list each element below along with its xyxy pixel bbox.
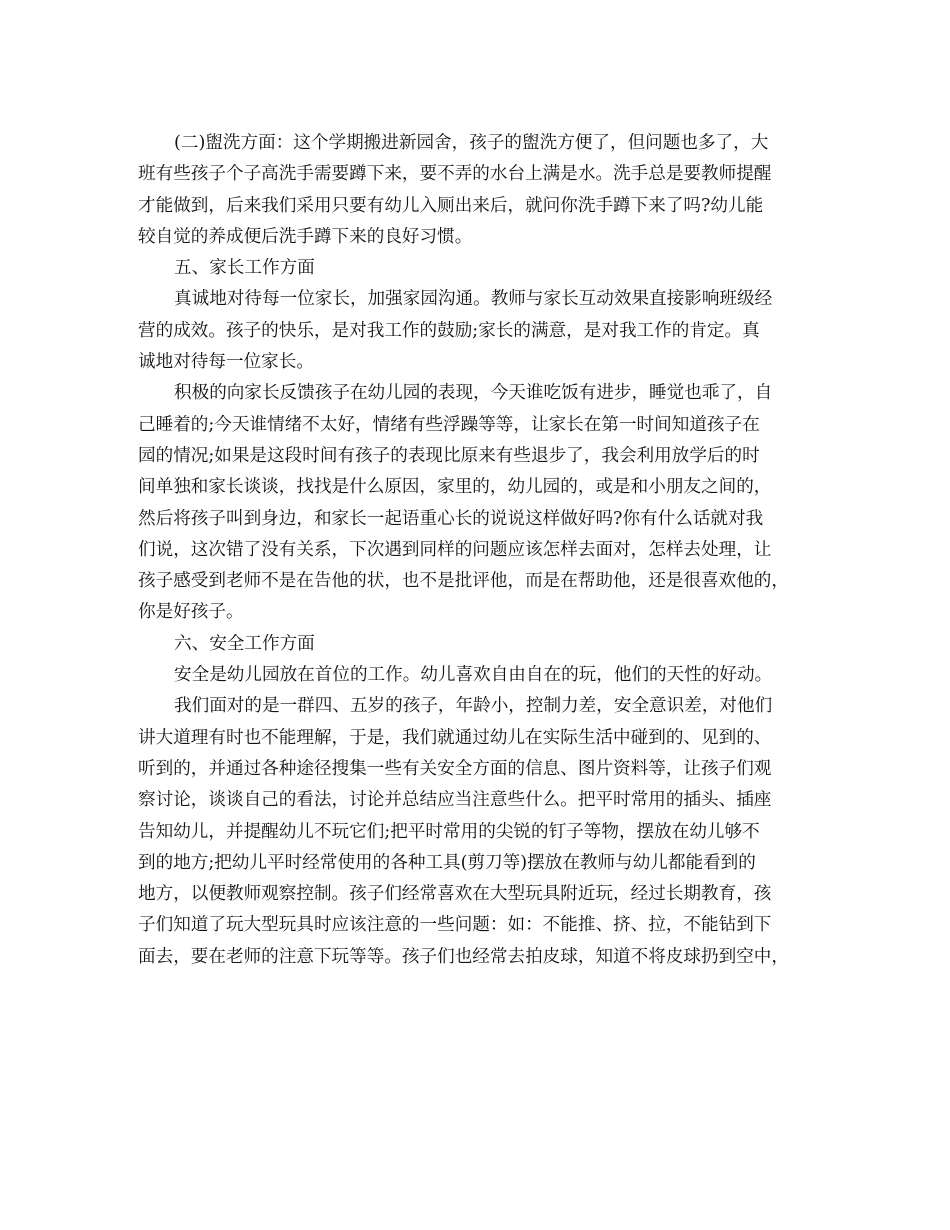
text-line: 面去，要在老师的注意下玩等等。孩子们也经常去拍皮球，知道不将皮球扔到空中， xyxy=(138,946,789,967)
text-line: 子们知道了玩大型玩具时应该注意的一些问题：如：不能推、挤、拉，不能钻到下 xyxy=(138,915,772,936)
text-line: 我们面对的是一群四、五岁的孩子，年龄小，控制力差，安全意识差，对他们 xyxy=(174,696,773,717)
text-line: 们说，这次错了没有关系，下次遇到同样的问题应该怎样去面对，怎样去处理，让 xyxy=(138,539,772,560)
text-line: 班有些孩子个子高洗手需要蹲下来，要不弄的水台上满是水。洗手总是要教师提醒 xyxy=(138,164,772,185)
text-line: 讲大道理有时也不能理解，于是，我们就通过幼儿在实际生活中碰到的、见到的、 xyxy=(138,727,772,748)
text-line: 积极的向家长反馈孩子在幼儿园的表现，今天谁吃饭有进步，睡觉也乖了，自 xyxy=(174,383,773,404)
text-line: 告知幼儿，并提醒幼儿不玩它们;把平时常用的尖锐的钉子等物，摆放在幼儿够不 xyxy=(138,821,760,842)
document-body xyxy=(138,128,828,973)
text-line: 然后将孩子叫到身边，和家长一起语重心长的说说这样做好吗?你有什么话就对我 xyxy=(138,508,764,529)
text-line: 你是好孩子。 xyxy=(138,602,244,623)
text-line: 园的情况;如果是这段时间有孩子的表现比原来有些退步了，我会利用放学后的时 xyxy=(138,445,760,466)
text-line: 己睡着的;今天谁情绪不太好，情绪有些浮躁等等，让家长在第一时间知道孩子在 xyxy=(138,414,760,435)
text-line: 地方，以便教师观察控制。孩子们经常喜欢在大型玩具附近玩，经过长期教育，孩 xyxy=(138,884,772,905)
text-line: 营的成效。孩子的快乐，是对我工作的鼓励;家长的满意，是对我工作的肯定。真 xyxy=(138,320,760,341)
text-line: 到的地方;把幼儿平时经常使用的各种工具(剪刀等)摆放在教师与幼儿都能看到的 xyxy=(138,852,756,873)
text-line: 听到的，并通过各种途径搜集一些有关安全方面的信息、图片资料等，让孩子们观 xyxy=(138,758,772,779)
text-line: 才能做到，后来我们采用只要有幼儿入厕出来后，就问你洗手蹲下来了吗?幼儿能 xyxy=(138,195,764,216)
text-line: 孩子感受到老师不是在告他的状，也不是批评他，而是在帮助他，还是很喜欢他的， xyxy=(138,571,789,592)
text-line: 五、家长工作方面 xyxy=(174,258,315,279)
text-line: 六、安全工作方面 xyxy=(174,633,315,654)
text-line: 间单独和家长谈谈，找找是什么原因，家里的，幼儿园的，或是和小朋友之间的， xyxy=(138,477,772,498)
text-line: 诚地对待每一位家长。 xyxy=(138,352,314,373)
text-line: 较自觉的养成便后洗手蹲下来的良好习惯。 xyxy=(138,226,473,247)
text-line: 安全是幼儿园放在首位的工作。幼儿喜欢自由自在的玩，他们的天性的好动。 xyxy=(174,665,773,686)
text-line: (二)盥洗方面：这个学期搬进新园舍，孩子的盥洗方便了，但问题也多了，大 xyxy=(174,133,769,153)
text-line: 真诚地对待每一位家长，加强家园沟通。教师与家长互动效果直接影响班级经 xyxy=(174,289,773,310)
text-line: 察讨论，谈谈自己的看法，讨论并总结应当注意些什么。把平时常用的插头、插座 xyxy=(138,790,772,811)
